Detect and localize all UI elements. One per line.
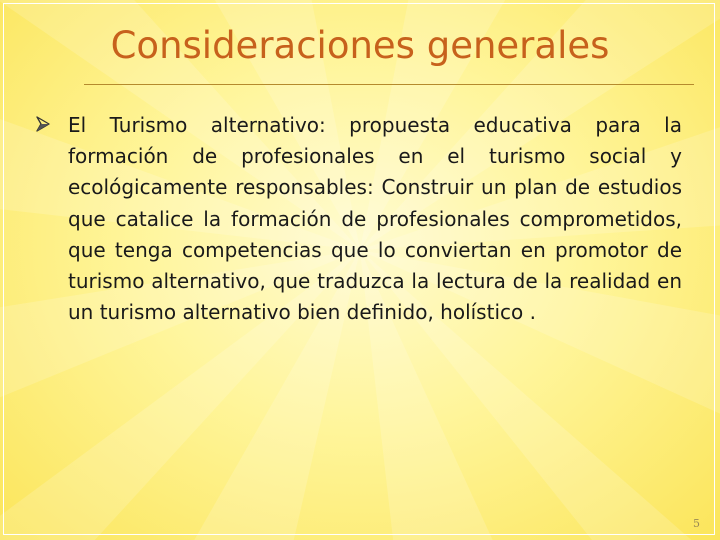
title-divider [84,84,694,85]
arrow-bullet-icon [36,116,50,132]
bullet-text: El Turismo alternativo: propuesta educativa para la formación de profesionales en el turismo social y ecológicamente responsables: Construir un plan de estudios que catalice la formación de profesionales comprometidos, que tenga competencias que lo conviertan en promotor de turismo alternativo, que traduzca la lectura de la realidad en un turismo alternativo bien definido, holístico . [68,113,682,325]
slide-title: Consideraciones generales [110,24,610,67]
page-number: 5 [693,517,700,530]
